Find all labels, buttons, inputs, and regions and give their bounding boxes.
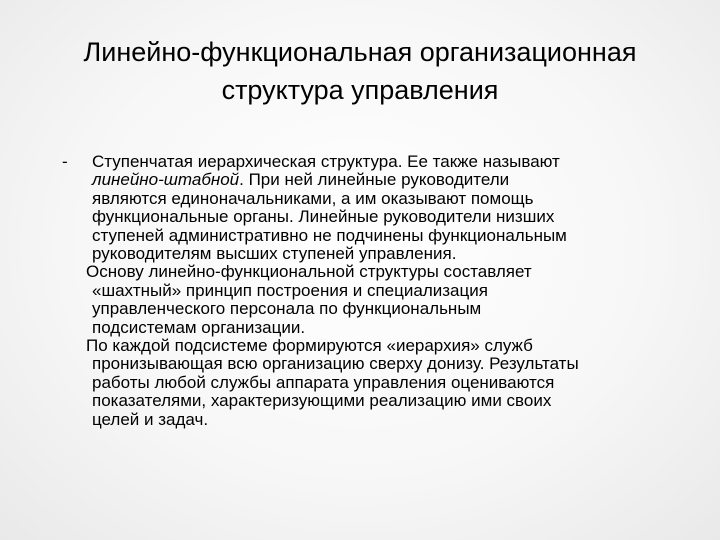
bullet-line-4: функциональные органы. Линейные руководители низших: [92, 207, 555, 227]
para2-line-1: По каждой подсистеме формируются «иерархия» служб: [86, 336, 533, 356]
para1-line-4: подсистемам организации.: [92, 317, 306, 337]
bullet-line-3: являются единоначальниками, а им оказывают помощь: [92, 188, 534, 208]
bullet-line-2: [92, 171, 692, 189]
paragraph-2: [62, 337, 692, 429]
bullet-marker: -: [62, 152, 68, 171]
para1-line-2: «шахтный» принцип построения и специализация: [92, 280, 488, 300]
para1-line-3: управленческого персонала по функциональным: [92, 299, 482, 319]
para2-line-5: целей и задач.: [92, 409, 209, 429]
slide-body: [62, 153, 692, 429]
para2-line-4: показателями, характеризующими реализацию ими своих: [92, 391, 552, 411]
para2-line-3: работы любой службы аппарата управления оцениваются: [92, 372, 555, 392]
bullet-line-1: Ступенчатая иерархическая структура. Ее также называют: [92, 152, 560, 171]
para1-line-1: Основу линейно-функциональной структуры составляет: [86, 262, 532, 282]
bullet-line-2-rest: . При ней линейные руководители: [239, 170, 510, 190]
title-line-2: структура управления: [221, 75, 499, 105]
bullet-italic-term: линейно-штабной: [92, 170, 240, 190]
bullet-item: [62, 153, 692, 263]
bullet-line-5: ступеней административно не подчинены функциональным: [92, 225, 567, 245]
para2-line-2: пронизывающая всю организацию сверху донизу. Результаты: [92, 354, 579, 374]
slide-title: [20, 33, 700, 109]
title-line-1: Линейно-функциональная организационная: [83, 37, 637, 67]
bullet-line-6: руководителям высших ступеней управления.: [92, 244, 457, 264]
paragraph-1: [62, 263, 692, 337]
